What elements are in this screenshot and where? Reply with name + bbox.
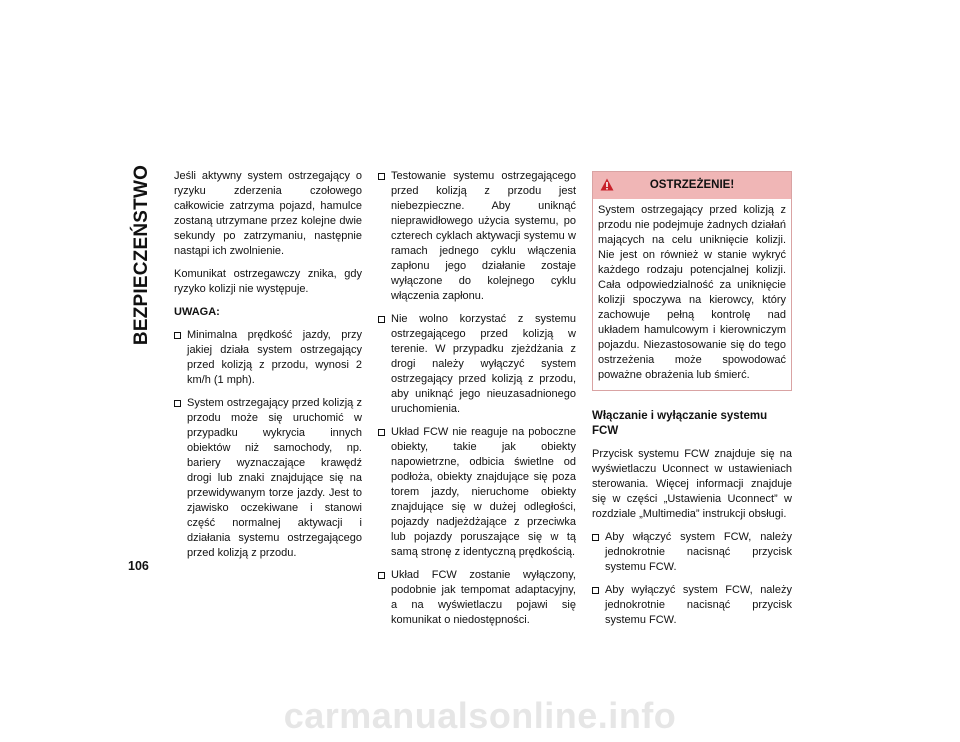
list-item-text: Układ FCW nie reaguje na poboczne obiekty, takie jak obiekty napowietrzne, odbicia świetlne od podłoża, obiekty znajdujące się poza torem jazdy, nieruchome obiekty znajdujące się w dużej odległości, pojazdy nadjeżdżające z przeciwka lub pojazdy poruszające się w tą samą stronę z identyczną prędkością. [391, 426, 576, 558]
note-label: UWAGA: [174, 306, 220, 318]
column-3 [592, 169, 792, 636]
checkbox-bullet-icon [592, 534, 599, 541]
warning-triangle-icon [600, 178, 614, 191]
checkbox-bullet-icon [378, 572, 385, 579]
warning-text: System ostrzegający przed kolizją z przodu nie podejmuje żadnych działań mających na celu uniknięcie kolizji. Nie jest on również w stanie wykryć każdego rodzaju potencjalnej kolizji. Cała odpowiedzialność za uniknięcie kolizji spoczywa na kierowcy, który zachowuje pełną kontrolę nad układem hamulcowym i kierowniczym pojazdu. Niezastosowanie się do tego ostrzeżenia może spowodować poważne obrażenia lub śmierć. [598, 204, 786, 381]
list-item [592, 583, 792, 628]
list-item [174, 328, 362, 388]
warning-header [593, 172, 791, 199]
warning-box [592, 171, 792, 391]
list-item-text: System ostrzegający przed kolizją z przodu może się uruchomić w przypadku wykrycia innych obiektów niż samochody, np. bariery wyznaczające krawędź drogi lub znaki znajdujące się na przewidywanym torze jazdy. Jest to zjawisko oczekiwane i stanowi część normalnej aktywacji i działania systemu ostrzegającego przed kolizją z przodu. [187, 397, 362, 559]
paragraph: Komunikat ostrzegawczy znika, gdy ryzyko kolizji nie występuje. [174, 268, 362, 295]
list-item-text: Minimalna prędkość jazdy, przy jakiej działa system ostrzegający przed kolizją z przodu, wynosi 2 km/h (1 mph). [187, 329, 362, 386]
checkbox-bullet-icon [378, 173, 385, 180]
list-item [378, 568, 576, 628]
list-item [592, 530, 792, 575]
chapter-title [127, 164, 157, 346]
paragraph: Przycisk systemu FCW znajduje się na wyświetlaczu Uconnect w ustawieniach sterowania. Więcej informacji znajduje się w części „Ustawienia Uconnect” w rozdziale „Multimedia” instrukcji obsługi. [592, 448, 792, 520]
page-number: 106 [128, 559, 149, 573]
checkbox-bullet-icon [378, 429, 385, 436]
chapter-title-text: BEZPIECZEŃSTWO [131, 164, 153, 346]
warning-title: OSTRZEŻENIE! [649, 179, 735, 191]
column-2 [378, 169, 576, 636]
checkbox-bullet-icon [592, 587, 599, 594]
list-item-text: Testowanie systemu ostrzegającego przed kolizją z przodu jest niebezpieczne. Aby uniknąć nieprawidłowego użycia systemu, po czterech cyklach aktywacji systemu w ramach jednego cyklu włączenia zapłonu jego działanie zostaje wyłączone do kolejnego cyklu włączenia zapłonu. [391, 170, 576, 302]
list-item-text: Nie wolno korzystać z systemu ostrzegającego przed kolizją w terenie. W przypadku zjeżdżania z drogi należy wyłączyć system ostrzegający przed kolizją z przodu, aby uniknąć jego nieuzasadnionego uruchomienia. [391, 313, 576, 415]
section-heading: Włączanie i wyłączanie systemu FCW [592, 410, 768, 437]
list-item [378, 312, 576, 417]
list-item-text: Aby włączyć system FCW, należy jednokrotnie nacisnąć przycisk systemu FCW. [605, 531, 792, 573]
paragraph: Jeśli aktywny system ostrzegający o ryzyku zderzenia czołowego całkowicie zatrzyma pojazd, hamulce zostaną utrzymane przez kolejne dwie sekundy po zatrzymaniu, następnie nastąpi ich zwolnienie. [174, 170, 362, 257]
checkbox-bullet-icon [174, 400, 181, 407]
column-1 [174, 169, 362, 569]
checkbox-bullet-icon [174, 332, 181, 339]
list-item [378, 169, 576, 304]
list-item [174, 396, 362, 561]
list-item [378, 425, 576, 560]
list-item-text: Aby wyłączyć system FCW, należy jednokrotnie nacisnąć przycisk systemu FCW. [605, 584, 792, 626]
list-item-text: Układ FCW zostanie wyłączony, podobnie jak tempomat adaptacyjny, a na wyświetlaczu pojawi się komunikat o niedostępności. [391, 569, 576, 626]
watermark: carmanualsonline.info [283, 695, 677, 736]
checkbox-bullet-icon [378, 316, 385, 323]
